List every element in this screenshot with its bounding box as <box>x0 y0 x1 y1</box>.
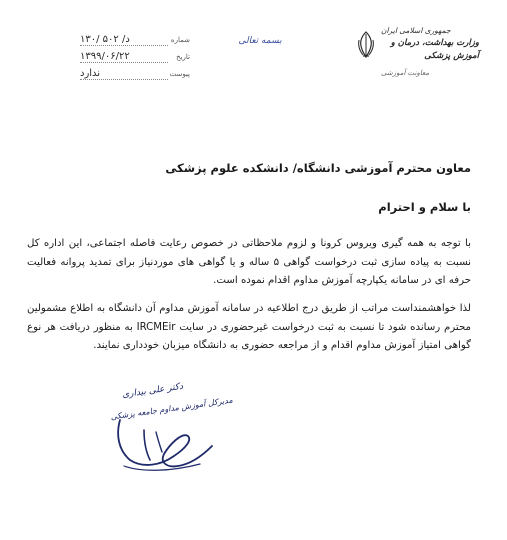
signatory-name: دکتر علی بیداری <box>121 381 184 401</box>
letter-attachment-value: ندارد <box>80 68 168 80</box>
org-department-line: معاونت آموزشی <box>381 69 430 77</box>
iran-emblem-icon <box>355 30 377 60</box>
addressee-line: معاون محترم آموزشی دانشگاه/ دانشکده علوم پزشکی <box>165 161 471 175</box>
invocation-text: بسمه تعالی <box>238 36 282 46</box>
greeting-line: با سلام و احترام <box>378 200 471 214</box>
signatory-title: مدیرکل آموزش مداوم جامعه پزشکی <box>109 395 234 422</box>
body-paragraph-2: لذا خواهشمنداست مراتب از طریق درج اطلاعیه در سامانه آموزش مداوم آن دانشگاه به اطلاع مشمولین محترم رسانده شود تا نسبت به ثبت درخواست غیرحضوری در سایت IRCMEir به منظور دریافت هر نوع گواهی امتیاز آموزش مداوم اقدام و از مراجعه حضوری به دانشگاه میزبان خودداری نمایند. <box>27 303 471 351</box>
organization-lines <box>381 24 479 80</box>
letter-attachment-label: پیوست <box>169 70 190 78</box>
letter-number-label: شماره <box>170 36 190 44</box>
letter-number-row <box>58 34 190 51</box>
letter-date-label: تاریخ <box>176 53 190 61</box>
letter-date-value: ۱۳۹۹/۰۶/۲۲ <box>80 51 168 63</box>
organization-header <box>355 24 479 80</box>
signature-block <box>100 378 234 478</box>
letter-attachment-row <box>58 68 190 85</box>
org-ministry-line: وزارت بهداشت، درمان و آموزش پزشکی <box>390 38 479 61</box>
letter-meta <box>58 34 190 85</box>
body-paragraph-1: با توجه به همه گیری ویروس کرونا و لزوم ملاحظاتی در خصوص رعایت فاصله اجتماعی، این اداره کل نسبت به پیاده سازی ثبت درخواست گواهی ۵ ساله و یا گواهی های موردنیاز برای تمدید پروانه فعالیت حرفه ای در سامانه یکپارچه آموزش مداوم اقدام نموده است. <box>27 238 471 286</box>
handwritten-signature-icon <box>100 410 224 478</box>
letter-number-value: ۱۳۰/ ۵۰۲ /د <box>80 34 168 46</box>
letter-date-row <box>58 51 190 68</box>
org-country-line: جمهوری اسلامی ایران <box>381 26 451 35</box>
